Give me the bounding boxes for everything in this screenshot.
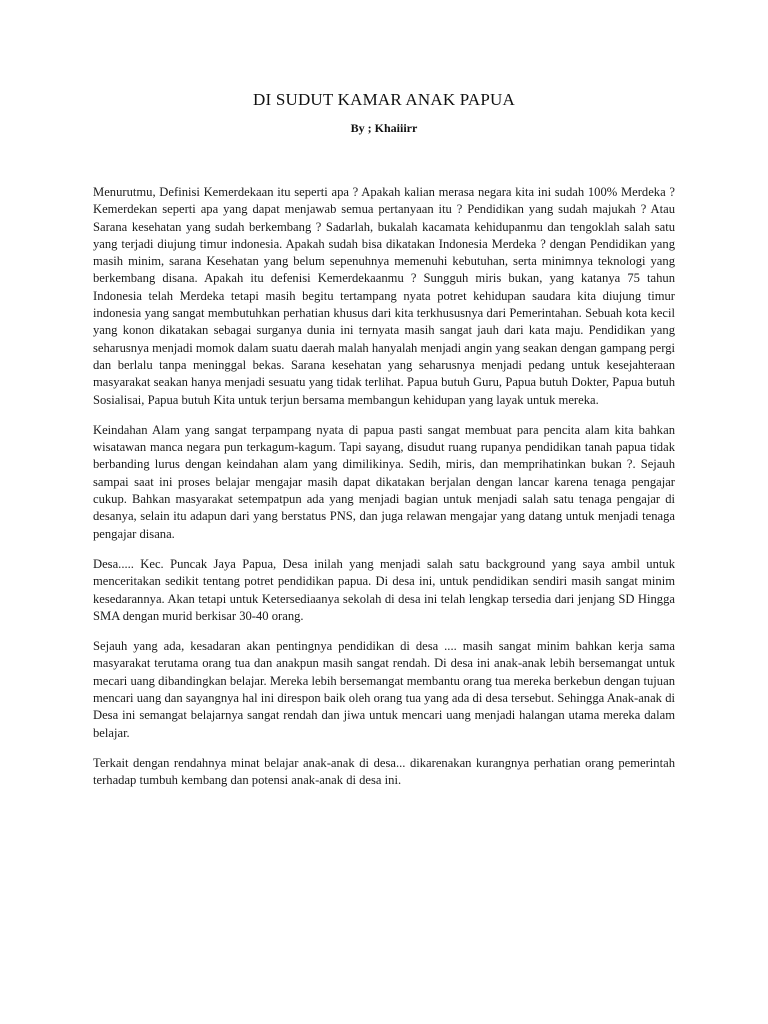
paragraph: Keindahan Alam yang sangat terpampang nyata di papua pasti sangat membuat para pencita alam kita bahkan wisatawan manca negara pun terkagum-kagum. Tapi sayang, disudut ruang rupanya pendidikan tanah papua tidak berbanding lurus dengan keindahan alam yang dimilikinya. Sedih, miris, dan memprihatinkan bukan ?. Sejauh sampai saat ini proses belajar mengajar masih dapat dikatakan berjalan dengan lancar karena tenaga pengajar cukup. Bahkan masyarakat setempatpun ada yang menjadi bagian untuk menjadi salah satu tenaga pengajar di desanya, selain itu adapun dari yang berstatus PNS, dan juga relawan mengajar yang datang untuk menjadi tenaga pengajar disana. (93, 422, 675, 541)
paragraph: Menurutmu, Definisi Kemerdekaan itu seperti apa ? Apakah kalian merasa negara kita ini sudah 100% Merdeka ? Kemerdekan seperti apa yang dapat menjawab semua pertanyaan itu ? Pendidikan yang sudah majukah ? Atau Sarana kesehatan yang sudah berkembang ? Sadarlah, bukalah kacamata kehidupanmu dan tengoklah salah satu yang terjadi diujung timur indonesia. Apakah sudah bisa dikatakan Indonesia Merdeka ? dengan Pendidikan yang masih minim, sarana Kesehatan yang belum sepenuhnya memenuhi kebutuhan, serta minimnya teknologi yang berkembang disana. Apakah itu defenisi Kemerdekaanmu ? Sungguh miris bukan, yang katanya 75 tahun Indonesia telah Merdeka tetapi masih begitu tertampang nyata potret kehidupan saudara kita diujung timur indonesia yang sangat membutuhkan perhatian khusus dari kita terkhususnya dari Pemerintahan. Sebuah kota kecil yang konon dikatakan sebagai surganya dunia ini ternyata masih sangat jauh dari kata maju. Pendidikan yang seharusnya menjadi momok dalam suatu daerah malah hanyalah menjadi angin yang seakan dengan gampang pergi dan berlalu tanpa meninggal bekas. Sarana kesehatan yang seharusnya menjadi pedang untuk kesejahteraan masyarakat seakan hanya menjadi sesuatu yang tidak terlihat. Papua butuh Guru, Papua butuh Dokter, Papua butuh Sosialisai, Papua butuh Kita untuk terjun bersama membangun kehidupan yang layak untuk mereka. (93, 185, 675, 407)
paragraph: Desa..... Kec. Puncak Jaya Papua, Desa inilah yang menjadi salah satu background yang saya ambil untuk menceritakan sedikit tentang potret pendidikan papua. Di desa ini, untuk pendidikan sendiri masih sangat minim kesedarannya. Akan tetapi untuk Ketersediaanya sekolah di desa ini telah lengkap tersedia dari jenjang SD Hingga SMA dengan murid berkisar 30-40 orang. (93, 556, 675, 623)
document-title: DI SUDUT KAMAR ANAK PAPUA (253, 90, 515, 109)
document-author: By ; Khaiiirr (350, 121, 418, 135)
paragraph: Sejauh yang ada, kesadaran akan pentingnya pendidikan di desa .... masih sangat minim bahkan kerja sama masyarakat terutama orang tua dan anakpun masih sangat rendah. Di desa ini anak-anak lebih bersemangat untuk mecari uang dibandingkan belajar. Mereka lebih bersemangat membantu orang tua mereka berkebun dengan tujuan mencari uang dan sayangnya hal ini direspon baik oleh orang tua yang ada di desa tersebut. Sehingga Anak-anak di Desa ini semangat belajarnya sangat rendah dan jiwa untuk mencari uang menjadi halangan utama mereka dalam belajar. (93, 639, 675, 740)
document-body (93, 184, 675, 803)
paragraph: Terkait dengan rendahnya minat belajar anak-anak di desa... dikarenakan kurangnya perhatian orang pemerintah terhadap tumbuh kembang dan potensi anak-anak di desa ini. (93, 755, 675, 788)
